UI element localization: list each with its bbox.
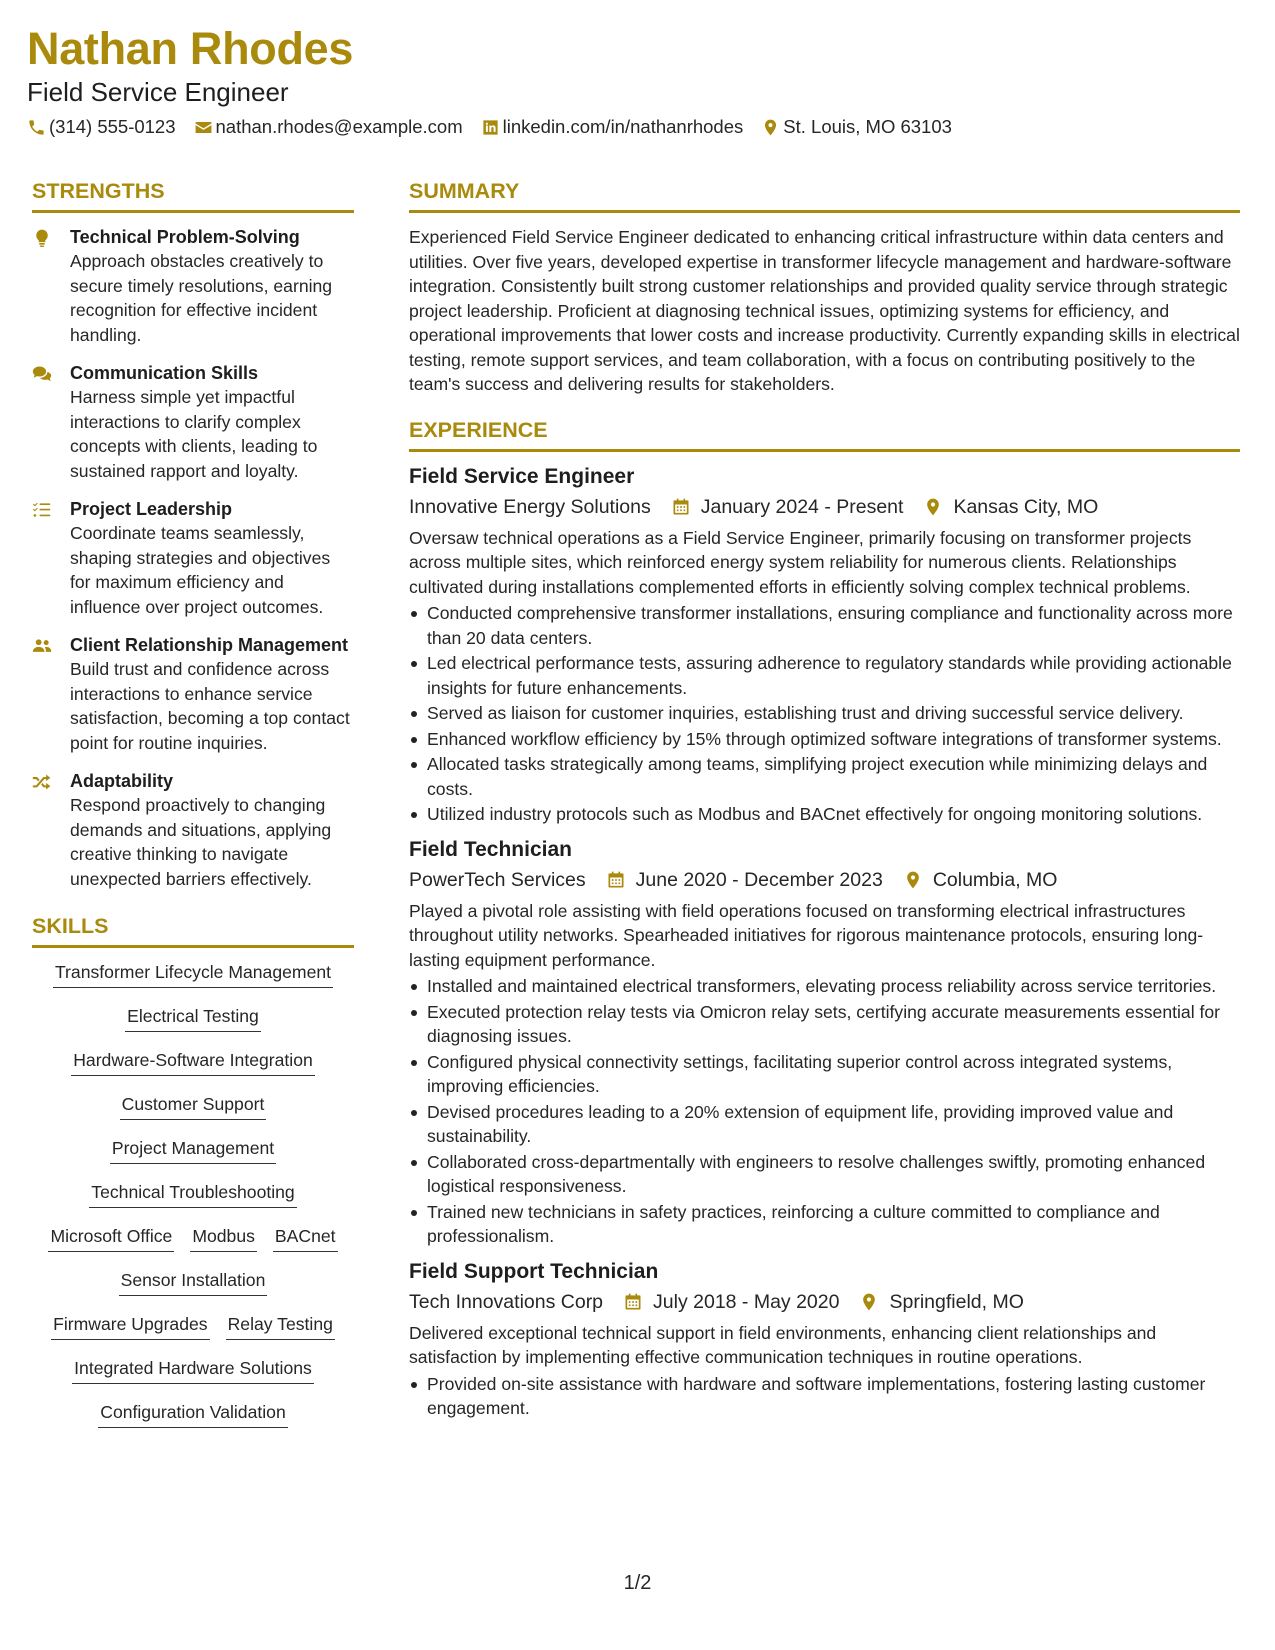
bullet-item: Configured physical connectivity settings, facilitating superior control across integrated systems, improving efficiencies.	[409, 1050, 1240, 1099]
bullet-item: Trained new technicians in safety practices, reinforcing a culture committed to compliance and professionalism.	[409, 1200, 1240, 1249]
contact-email[interactable]	[194, 116, 463, 138]
strength-desc: Respond proactively to changing demands and situations, applying creative thinking to navigate unexpected barriers effectively.	[70, 795, 332, 889]
strength-item	[32, 769, 354, 891]
lightbulb-icon	[32, 228, 52, 248]
strength-name: Adaptability	[70, 771, 174, 791]
job-dates: June 2020 - December 2023	[635, 868, 883, 891]
strength-name: Project Leadership	[70, 499, 233, 519]
strength-item	[32, 225, 354, 347]
skills-list	[32, 960, 354, 1428]
bullet-item: Served as liaison for customer inquiries, establishing trust and driving successful service delivery.	[409, 701, 1240, 726]
left-column	[32, 178, 354, 1444]
map-pin-icon	[903, 870, 923, 890]
skill-tag: Firmware Upgrades	[51, 1312, 209, 1340]
skill-row	[32, 1356, 354, 1384]
contact-location	[761, 116, 952, 138]
email-text: nathan.rhodes@example.com	[215, 116, 463, 137]
section-divider	[409, 210, 1240, 213]
strength-desc: Harness simple yet impactful interactions to clarify complex concepts with clients, leading to sustained rapport and loyalty.	[70, 387, 318, 481]
section-divider	[32, 210, 354, 213]
job-company: PowerTech Services	[409, 868, 586, 891]
job-title: Field Technician	[409, 837, 572, 861]
job-entry	[409, 837, 1240, 1249]
job-dates: January 2024 - Present	[700, 495, 904, 518]
skill-tag: Electrical Testing	[125, 1004, 261, 1032]
strength-desc: Approach obstacles creatively to secure timely resolutions, earning recognition for effective incident handling.	[70, 251, 333, 345]
job-location: Columbia, MO	[932, 868, 1058, 891]
strength-item	[32, 497, 354, 619]
job-entry	[409, 464, 1240, 827]
job-meta	[409, 1289, 1240, 1315]
skill-tag: Sensor Installation	[119, 1268, 268, 1296]
job-bullets	[409, 1372, 1240, 1421]
skills-heading: SKILLS	[32, 914, 109, 938]
comments-icon	[32, 364, 52, 384]
strength-desc: Coordinate teams seamlessly, shaping strategies and objectives for maximum efficiency and influence over project outcomes.	[70, 523, 331, 617]
experience-heading: EXPERIENCE	[409, 417, 548, 442]
job-dates: July 2018 - May 2020	[653, 1290, 840, 1313]
job-company: Innovative Energy Solutions	[409, 495, 651, 518]
right-column	[409, 178, 1240, 1431]
section-divider	[409, 449, 1240, 452]
skill-tag: Relay Testing	[226, 1312, 335, 1340]
job-location: Kansas City, MO	[953, 495, 1099, 518]
job-location: Springfield, MO	[889, 1290, 1024, 1313]
skill-tag: Transformer Lifecycle Management	[53, 960, 333, 988]
job-description: Played a pivotal role assisting with field operations focused on transforming electrical infrastructures throughout utility networks. Spearheaded initiatives for rigorous maintenance protocols, ensuring long-lasting equipment performance.	[409, 900, 1204, 970]
skill-tag: BACnet	[273, 1224, 338, 1252]
skill-tag: Customer Support	[120, 1092, 267, 1120]
strength-name: Communication Skills	[70, 363, 259, 383]
skill-tag: Configuration Validation	[98, 1400, 288, 1428]
skill-row	[32, 1312, 354, 1340]
phone-text: (314) 555-0123	[49, 116, 176, 137]
section-divider	[32, 945, 354, 948]
bullet-item: Devised procedures leading to a 20% extension of equipment life, providing improved value and sustainability.	[409, 1100, 1240, 1149]
calendar-icon	[671, 497, 691, 517]
envelope-icon	[194, 118, 213, 137]
job-title: Field Support Technician	[409, 1259, 659, 1283]
strength-item	[32, 633, 354, 755]
bullet-item: Provided on-site assistance with hardware and software implementations, fostering lasting customer engagement.	[409, 1372, 1240, 1421]
bullet-item: Enhanced workflow efficiency by 15% through optimized software integrations of transformer systems.	[409, 727, 1240, 752]
linkedin-text: linkedin.com/in/nathanrhodes	[502, 116, 744, 137]
skill-tag: Microsoft Office	[48, 1224, 174, 1252]
list-check-icon	[32, 500, 52, 520]
contact-phone[interactable]	[27, 116, 176, 138]
candidate-title: Field Service Engineer	[27, 77, 289, 107]
skill-row	[32, 1136, 354, 1164]
job-meta	[409, 494, 1240, 520]
bullet-item: Allocated tasks strategically among teams, simplifying project execution while minimizing delays and costs.	[409, 752, 1240, 801]
job-description: Delivered exceptional technical support in field environments, enhancing client relationships and satisfaction by implementing effective communication techniques in routine operations.	[409, 1322, 1157, 1367]
map-pin-icon	[761, 118, 780, 137]
job-bullets	[409, 974, 1240, 1249]
skill-row	[32, 1224, 354, 1252]
skill-row	[32, 1048, 354, 1076]
location-text: St. Louis, MO 63103	[783, 116, 952, 137]
skill-row	[32, 1092, 354, 1120]
calendar-icon	[606, 870, 626, 890]
skill-tag: Modbus	[190, 1224, 257, 1252]
map-pin-icon	[859, 1292, 879, 1312]
skill-tag: Project Management	[110, 1136, 276, 1164]
bullet-item: Collaborated cross-departmentally with engineers to resolve challenges swiftly, promoting enhanced logistical responsiveness.	[409, 1150, 1240, 1199]
job-entry	[409, 1259, 1240, 1421]
linkedin-icon	[481, 118, 500, 137]
job-description: Oversaw technical operations as a Field Service Engineer, primarily focusing on transformer projects across multiple sites, which reinforced energy system reliability for numerous clients. Relationships cultivated during installations complemented efforts in efficiently solving complex technical problems.	[409, 527, 1192, 597]
summary-heading: SUMMARY	[409, 179, 520, 203]
map-pin-icon	[923, 497, 943, 517]
bullet-item: Utilized industry protocols such as Modbus and BACnet effectively for ongoing monitoring solutions.	[409, 802, 1240, 827]
strength-item	[32, 361, 354, 483]
calendar-icon	[623, 1292, 643, 1312]
strength-name: Technical Problem-Solving	[70, 227, 300, 247]
bullet-item: Conducted comprehensive transformer installations, ensuring compliance and functionality across more than 20 data centers.	[409, 601, 1240, 650]
job-title: Field Service Engineer	[409, 464, 635, 488]
skill-tag: Technical Troubleshooting	[89, 1180, 296, 1208]
strengths-heading: STRENGTHS	[32, 179, 165, 203]
skill-row	[32, 1268, 354, 1296]
job-meta	[409, 867, 1240, 893]
page-number: 1/2	[623, 1572, 652, 1594]
skill-row	[32, 1400, 354, 1428]
strength-desc: Build trust and confidence across interactions to enhance service satisfaction, becoming a top contact point for routine inquiries.	[70, 659, 350, 753]
skill-row	[32, 1180, 354, 1208]
bullet-item: Installed and maintained electrical transformers, elevating process reliability across service territories.	[409, 974, 1240, 999]
skill-row	[32, 1004, 354, 1032]
users-icon	[32, 636, 52, 656]
skill-tag: Integrated Hardware Solutions	[72, 1356, 314, 1384]
bullet-item: Executed protection relay tests via Omicron relay sets, certifying accurate measurements essential for diagnosing issues.	[409, 1000, 1240, 1049]
contact-linkedin[interactable]	[481, 116, 744, 138]
phone-icon	[27, 118, 46, 137]
resume-header	[27, 22, 1235, 138]
shuffle-icon	[32, 772, 52, 792]
contact-bar	[27, 116, 1235, 138]
job-company: Tech Innovations Corp	[409, 1290, 604, 1313]
job-bullets	[409, 601, 1240, 827]
skill-tag: Hardware-Software Integration	[71, 1048, 315, 1076]
bullet-item: Led electrical performance tests, assuring adherence to regulatory standards while providing actionable insights for future enhancements.	[409, 651, 1240, 700]
summary-text: Experienced Field Service Engineer dedicated to enhancing critical infrastructure within data centers and utilities. Over five years, developed expertise in transformer lifecycle management and hardware-software integration. Consistently built strong customer relationships and provided quality service through strategic project leadership. Proficient at diagnosing technical issues, optimizing systems for efficiency, and operational improvements that lower costs and increase productivity. Currently expanding skills in electrical testing, remote support services, and team collaboration, with a focus on contributing positively to the team's success and delivering results for stakeholders.	[409, 227, 1240, 394]
skill-row	[32, 960, 354, 988]
candidate-name: Nathan Rhodes	[27, 23, 354, 74]
strength-name: Client Relationship Management	[70, 635, 349, 655]
